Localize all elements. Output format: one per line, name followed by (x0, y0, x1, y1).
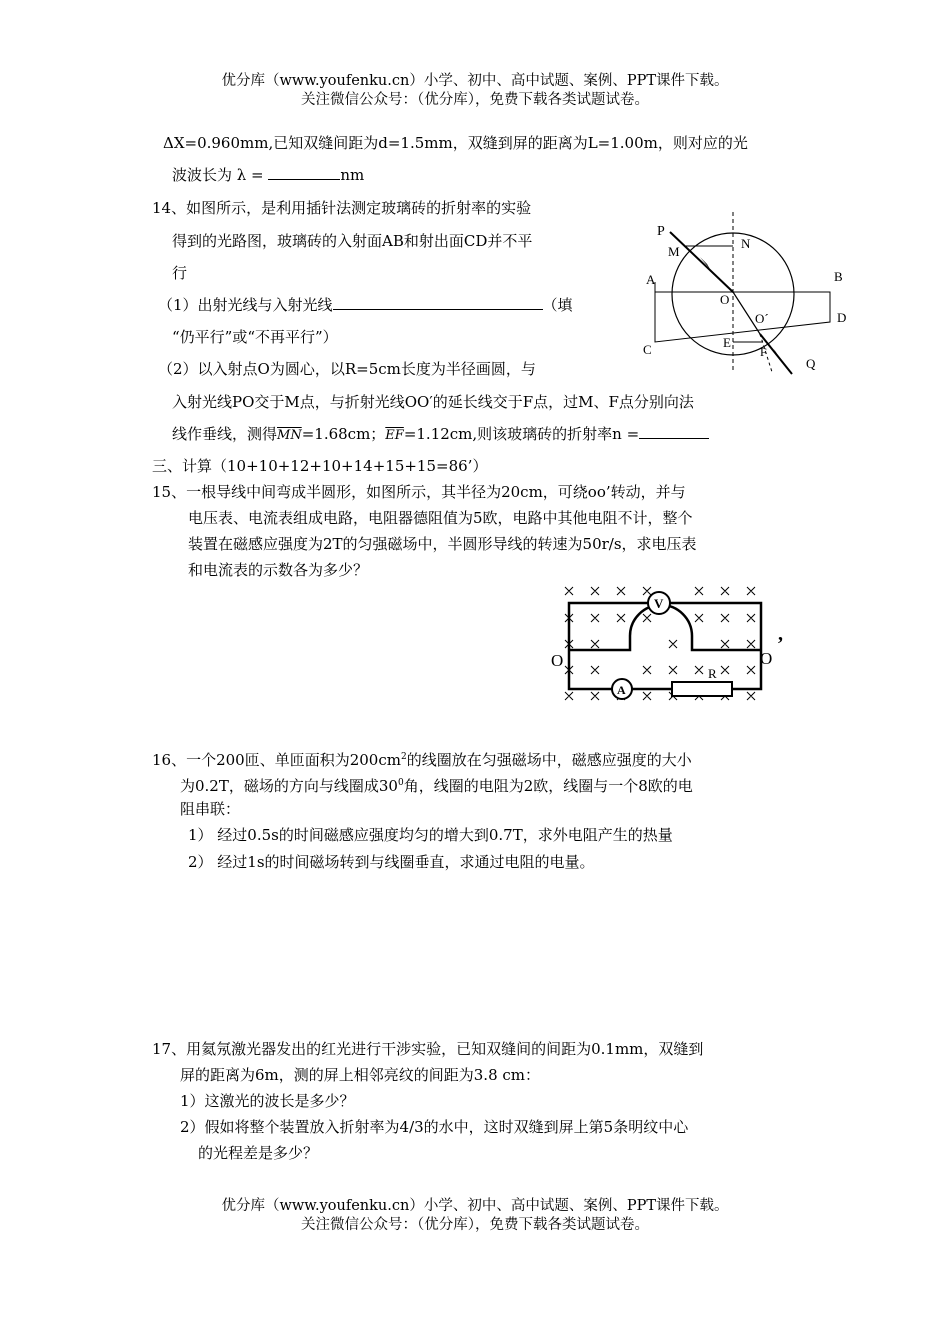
label-p: P (657, 224, 665, 239)
q17-line-1: 17、用氦氖激光器发出的红光进行干涉实验，已知双缝间的间距为0.1mm，双缝到 (152, 1040, 704, 1058)
ammeter-label: A (617, 683, 626, 697)
q14-part-1 (158, 295, 573, 315)
label-d: D (837, 310, 847, 325)
resistor-label: R (708, 666, 717, 681)
q13-line-2-prefix: 波波长为 λ = (172, 166, 269, 184)
q15-line-1: 15、一根导线中间弯成半圆形，如图所示，其半径为20cm，可绕oo’转动，并与 (152, 483, 686, 501)
label-o-prime: O´ (755, 311, 769, 326)
q17-sub-2-line-2: 的光程差是多少？ (198, 1144, 319, 1162)
rotating-wire-circuit (550, 584, 800, 709)
ef-segment: $\overline{EF}$ (385, 428, 404, 443)
mn-segment: $\overline{MN}$ (277, 428, 302, 443)
label-m: M (668, 244, 680, 259)
q15-line-3: 装置在磁感应强度为2T的匀强磁场中，半圆形导线的转速为50r/s，求电压表 (188, 535, 697, 553)
q17-sub-2: 2）假如将整个装置放入折射率为4/3的水中，这时双缝到屏上第5条明纹中心 (180, 1118, 689, 1136)
incident-ray (670, 232, 733, 292)
mn-value: =1.68cm； (301, 425, 386, 443)
label-q: Q (806, 356, 816, 371)
q13-answer-blank[interactable] (268, 165, 340, 180)
q16-line-3: 阻串联： (180, 800, 241, 818)
label-f: F (760, 345, 767, 359)
q14-line-1: 14、如图所示，是利用插针法测定玻璃砖的折射率的实验 (152, 199, 532, 217)
section-3-title: 三、计算（10+10+12+10+14+15+15=86’） (152, 457, 488, 475)
q14-part-1-line-2: “仍平行”或“不再平行”） (172, 328, 338, 346)
q16-line-2-a: 为0.2T，磁场的方向与线圈成30 (180, 777, 398, 795)
q17-sub-1: 1）这激光的波长是多少？ (180, 1092, 355, 1110)
exit-arrow (774, 349, 782, 362)
q14-part-1-blank[interactable] (333, 295, 543, 310)
q16-line-2 (180, 773, 693, 796)
label-o: O (720, 292, 730, 307)
q13-line-2-suffix: nm (340, 166, 365, 184)
q17-line-2: 屏的距离为6m，测的屏上相邻亮纹的间距为3.8 cm： (180, 1066, 541, 1084)
resistor (672, 682, 732, 696)
axis-prime: ’ (777, 633, 784, 655)
header-line-2: 关注微信公众号：（优分库），免费下载各类试题试卷。 (301, 92, 649, 108)
header-line-1: 优分库（www.youfenku.cn）小学、初中、高中试题、案例、PPT课件下载。 (221, 73, 729, 89)
q16-line-1-b: 的线圈放在匀强磁场中，磁感应强度的大小 (406, 751, 692, 769)
q14-part-2-line-1: （2）以入射点O为圆心，以R=5cm长度为半径画圆，与 (158, 360, 536, 378)
q16-sup-2: 2 (400, 752, 407, 762)
q16-sup-0: 0 (397, 778, 404, 788)
q14-line-2: 得到的光路图，玻璃砖的入射面AB和射出面CD并不平 (172, 232, 533, 250)
q13-line-1: ΔX=0.960mm,已知双缝间距为d=1.5mm，双缝到屏的距离为L=1.00m，则对应的光 (163, 134, 748, 152)
q16-line-1-a: 16、一个200匝、单匝面积为200cm (152, 751, 401, 769)
q16-sub-1: 1） 经过0.5s的时间磁感应强度均匀的增大到0.7T，求外电阻产生的热量 (188, 826, 673, 844)
q14-part-1-suffix: （填 (542, 296, 573, 314)
label-b: B (834, 269, 843, 284)
footer-line-2: 关注微信公众号：（优分库），免费下载各类试题试卷。 (301, 1217, 649, 1233)
q15-line-4: 和电流表的示数各为多少？ (188, 561, 369, 579)
axis-o-right: O (760, 649, 773, 668)
refraction-diagram (640, 212, 850, 372)
q15-line-2: 电压表、电流表组成电路，电阻器德阻值为5欧，电路中其他电阻不计，整个 (188, 509, 693, 527)
voltmeter-label: V (654, 596, 664, 611)
label-e: E (723, 335, 731, 350)
axis-o-left: O (551, 651, 564, 670)
q14-part-1-prefix: （1）出射光线与入射光线 (158, 296, 333, 314)
glass-brick (655, 282, 830, 342)
footer-line-1: 优分库（www.youfenku.cn）小学、初中、高中试题、案例、PPT课件下载。 (221, 1198, 729, 1214)
q14-part-2-line-3-prefix: 线作垂线，测得 (172, 425, 278, 443)
label-a: A (646, 272, 656, 287)
q14-part-2-blank[interactable] (639, 424, 709, 439)
q13-line-2 (172, 165, 364, 185)
q16-line-1 (152, 747, 692, 770)
q16-line-2-b: 角，线圈的电阻为2欧，线圈与一个8欧的电 (403, 777, 693, 795)
ef-value: =1.12cm,则该玻璃砖的折射率n = (403, 425, 640, 443)
q14-line-3: 行 (172, 264, 188, 282)
q16-sub-2: 2） 经过1s的时间磁场转到与线圈垂直，求通过电阻的电量。 (188, 853, 595, 871)
q14-part-2-line-3 (172, 424, 709, 446)
label-n: N (741, 236, 751, 251)
label-c: C (643, 342, 652, 357)
q14-part-2-line-2: 入射光线PO交于M点，与折射光线OO′的延长线交于F点，过M、F点分别向法 (172, 393, 694, 411)
